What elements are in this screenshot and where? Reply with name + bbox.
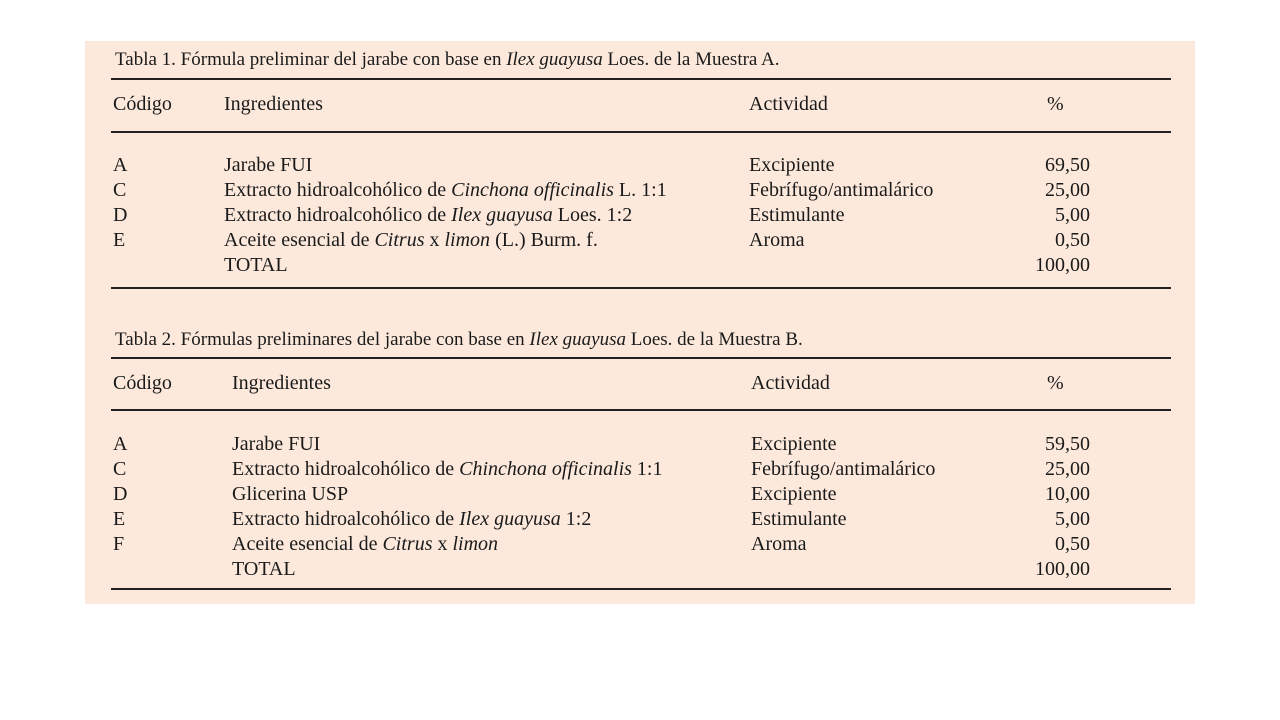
caption-suffix: Loes. de la Muestra B. (625, 329, 803, 350)
row-activity: Estimulante (749, 204, 845, 226)
header-ingredient: Ingredientes (224, 93, 323, 115)
row-code: A (113, 154, 128, 176)
row-code: F (113, 533, 125, 555)
table-top-rule (111, 78, 1171, 80)
header-rule (111, 409, 1171, 411)
header-rule (111, 131, 1171, 133)
header-code: Código (113, 93, 172, 115)
header-activity: Actividad (749, 93, 828, 115)
ingredient-text: Extracto hidroalcohólico de (232, 508, 460, 530)
row-activity: Estimulante (751, 508, 847, 530)
caption-prefix: Tabla 2. Fórmulas preliminares del jarabe con base en (115, 329, 530, 350)
species-name: limon (452, 533, 499, 555)
ingredient-text: Aceite esencial de (232, 533, 383, 555)
table-bottom-rule (111, 588, 1171, 590)
row-activity: Excipiente (751, 433, 837, 455)
header-activity: Actividad (751, 372, 830, 394)
row-percent: 5,00 (1055, 508, 1090, 530)
row-code: D (113, 204, 128, 226)
row-ingredient (224, 228, 598, 253)
ingredient-text: Extracto hidroalcohólico de (224, 204, 452, 226)
species-name: Citrus (382, 533, 433, 555)
ingredient-text: Jarabe FUI (232, 433, 321, 455)
row-percent: 100,00 (1035, 558, 1090, 580)
ingredient-text: L. 1:1 (613, 179, 667, 201)
header-percent: % (1047, 93, 1064, 115)
row-activity: Febrífugo/antimalárico (749, 179, 934, 201)
row-code: E (113, 508, 126, 530)
row-ingredient (224, 153, 312, 178)
ingredient-text: Aceite esencial de (224, 229, 375, 251)
row-percent: 10,00 (1045, 483, 1090, 505)
row-ingredient (224, 253, 288, 278)
row-activity: Aroma (751, 533, 807, 555)
row-percent: 59,50 (1045, 433, 1090, 455)
row-percent: 69,50 (1045, 154, 1090, 176)
row-percent: 25,00 (1045, 179, 1090, 201)
header-percent: % (1047, 372, 1064, 394)
species-name: Ilex guayusa (451, 204, 553, 226)
ingredient-text: (L.) Burm. f. (490, 229, 598, 251)
row-ingredient (232, 482, 348, 507)
species-name: Cinchona officinalis (451, 179, 614, 201)
table-bottom-rule (111, 287, 1171, 289)
row-activity: Excipiente (751, 483, 837, 505)
ingredient-text: Loes. 1:2 (552, 204, 633, 226)
species-name: Ilex guayusa (459, 508, 561, 530)
row-percent: 0,50 (1055, 229, 1090, 251)
row-code: D (113, 483, 128, 505)
row-activity: Excipiente (749, 154, 835, 176)
table-caption (115, 329, 803, 351)
ingredient-text: Extracto hidroalcohólico de (232, 458, 460, 480)
species-name: Citrus (374, 229, 425, 251)
row-ingredient (232, 507, 591, 532)
row-code: C (113, 458, 127, 480)
header-ingredient: Ingredientes (232, 372, 331, 394)
row-percent: 5,00 (1055, 204, 1090, 226)
ingredient-text: x (424, 229, 445, 251)
row-percent: 100,00 (1035, 254, 1090, 276)
row-ingredient (224, 203, 632, 228)
row-code: A (113, 433, 128, 455)
ingredient-text: Jarabe FUI (224, 154, 313, 176)
table-top-rule (111, 357, 1171, 359)
caption-species: Ilex guayusa (506, 49, 603, 70)
row-ingredient (232, 557, 296, 582)
row-ingredient (232, 432, 320, 457)
row-percent: 0,50 (1055, 533, 1090, 555)
row-activity: Aroma (749, 229, 805, 251)
caption-species: Ilex guayusa (529, 329, 626, 350)
row-code: C (113, 179, 127, 201)
row-percent: 25,00 (1045, 458, 1090, 480)
caption-prefix: Tabla 1. Fórmula preliminar del jarabe con base en (115, 49, 507, 70)
row-activity: Febrífugo/antimalárico (751, 458, 936, 480)
row-code: E (113, 229, 126, 251)
header-code: Código (113, 372, 172, 394)
ingredient-text: 1:2 (560, 508, 592, 530)
ingredient-text: Glicerina USP (232, 483, 349, 505)
ingredient-text: Extracto hidroalcohólico de (224, 179, 452, 201)
ingredient-text: TOTAL (224, 254, 288, 276)
row-ingredient (224, 178, 667, 203)
row-ingredient (232, 457, 662, 482)
table-caption (115, 49, 780, 71)
ingredient-text: x (432, 533, 453, 555)
caption-suffix: Loes. de la Muestra A. (602, 49, 780, 70)
row-ingredient (232, 532, 498, 557)
species-name: Chinchona officinalis (459, 458, 632, 480)
ingredient-text: 1:1 (631, 458, 663, 480)
species-name: limon (444, 229, 491, 251)
ingredient-text: TOTAL (232, 558, 296, 580)
